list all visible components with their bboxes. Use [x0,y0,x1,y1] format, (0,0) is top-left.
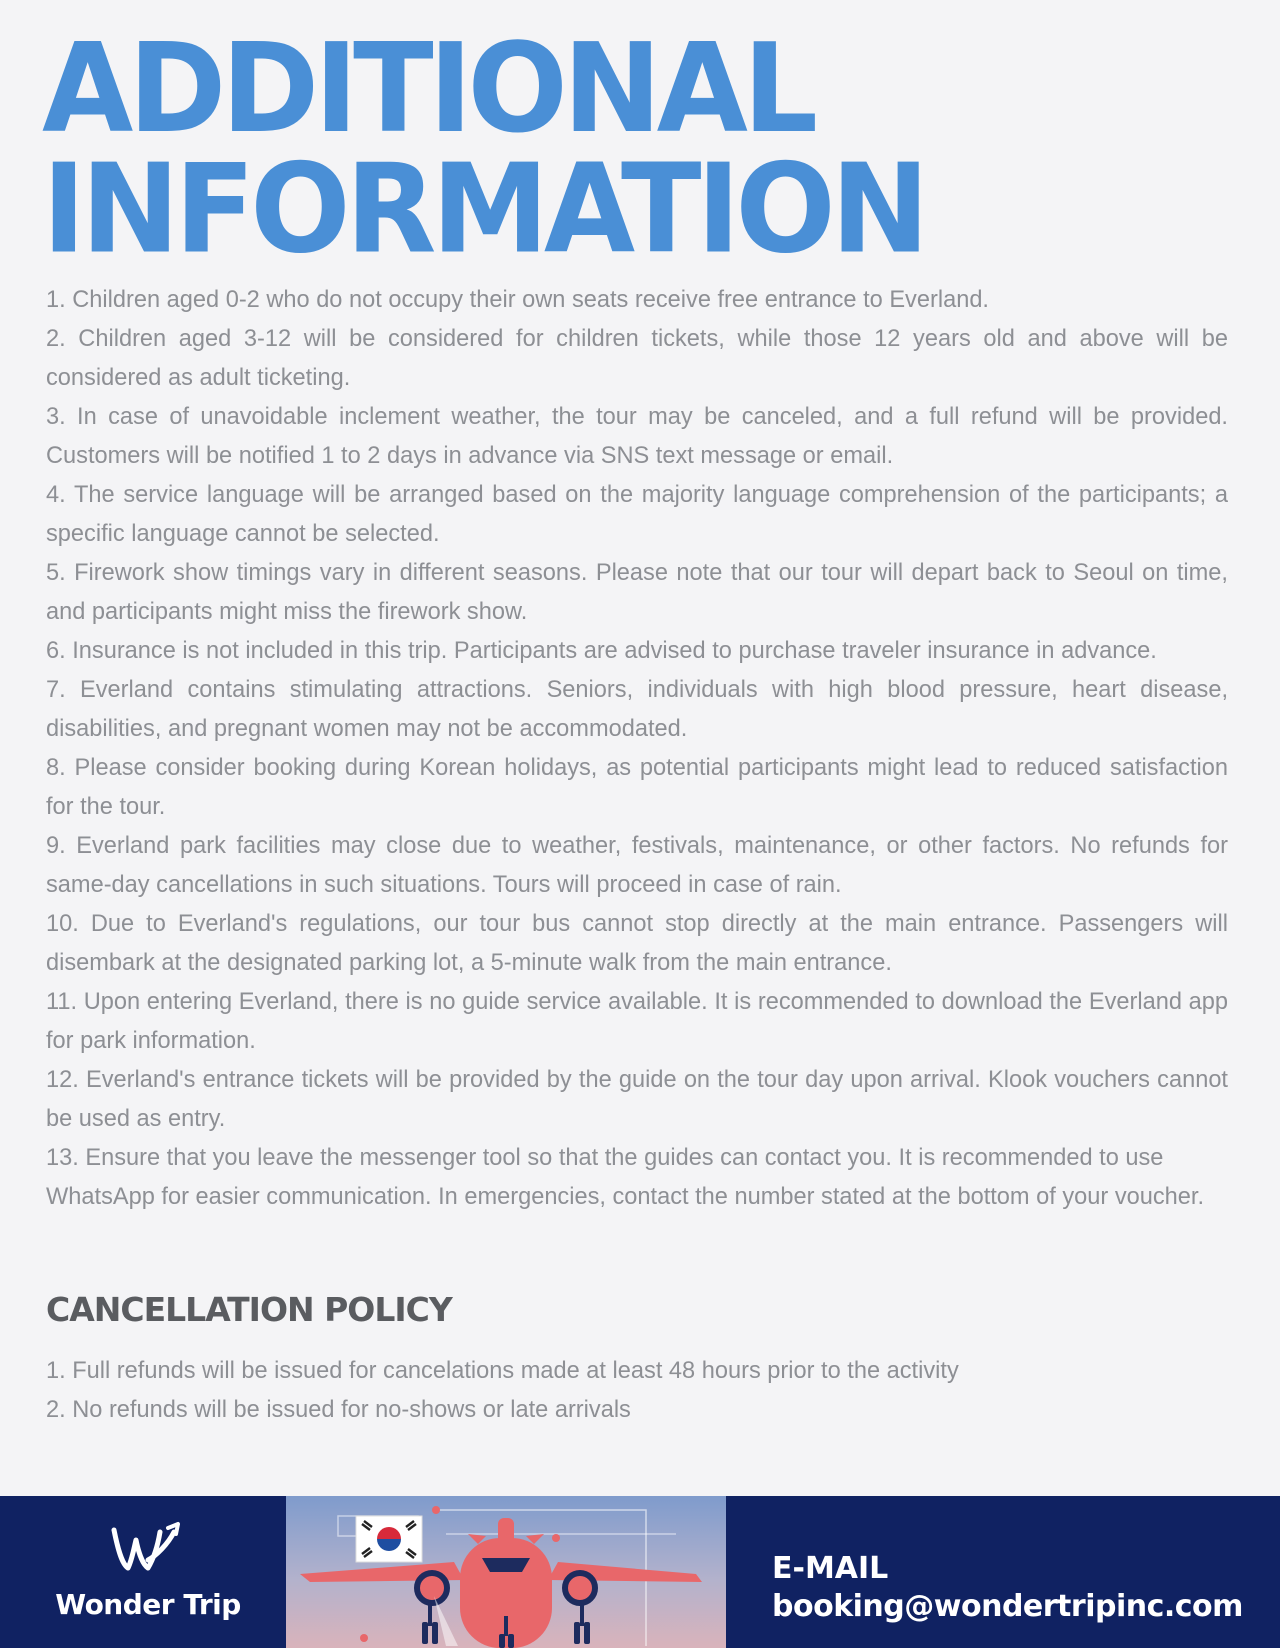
banner-illustration [286,1496,726,1648]
brand-name: Wonder Trip [55,1588,241,1621]
info-item: 5. Firework show timings vary in different seasons. Please note that our tour will depart back to Seoul on time, and participants might miss the firework show. [46,560,1228,625]
cancellation-policy-title: CANCELLATION POLICY [46,1290,452,1329]
policy-item: 2. No refunds will be issued for no-shows or late arrivals [46,1397,631,1423]
travel-banner [286,1496,726,1648]
info-item: 12. Everland's entrance tickets will be provided by the guide on the tour day upon arrival. Klook vouchers cannot be used as entry. [46,1067,1228,1132]
info-item: 11. Upon entering Everland, there is no guide service available. It is recommended to download the Everland app for park information. [46,989,1228,1054]
dot-icon [432,1506,440,1514]
dot-icon [552,1534,560,1542]
cancellation-policy-list [46,1352,1228,1430]
info-item: 9. Everland park facilities may close due to weather, festivals, maintenance, or other factors. No refunds for same-day cancellations in such situations. Tours will proceed in case of rain. [46,833,1228,898]
email-link[interactable]: booking@wondertripinc.com [772,1589,1243,1624]
info-item: 4. The service language will be arranged based on the majority language comprehension of the participants; a specific language cannot be selected. [46,482,1228,547]
korea-flag-icon [356,1516,422,1562]
brand-logo[interactable] [48,1520,248,1640]
info-item: 1. Children aged 0-2 who do not occupy their own seats receive free entrance to Everland. [46,287,989,313]
info-item: 6. Insurance is not included in this trip. Participants are advised to purchase traveler insurance in advance. [46,638,1157,664]
policy-item: 1. Full refunds will be issued for cancelations made at least 48 hours prior to the activity [46,1358,959,1384]
dot-icon [360,1634,368,1642]
contact-info [772,1550,1243,1626]
info-item: 2. Children aged 3-12 will be considered for children tickets, while those 12 years old and above will be considered as adult ticketing. [46,326,1228,391]
additional-info-list [46,281,1228,1217]
info-item: 8. Please consider booking during Korean holidays, as potential participants might lead to reduced satisfaction for the tour. [46,755,1228,820]
info-item: 3. In case of unavoidable inclement weather, the tour may be canceled, and a full refund will be provided. Customers will be notified 1 to 2 days in advance via SNS text message or email. [46,404,1228,469]
info-item: 7. Everland contains stimulating attractions. Seniors, individuals with high blood pressure, heart disease, disabilities, and pregnant women may not be accommodated. [46,677,1228,742]
wonder-trip-logo-icon [108,1520,188,1576]
email-label: E-MAIL [772,1551,889,1586]
info-item: 13. Ensure that you leave the messenger tool so that the guides can contact you. It is recommended to use WhatsApp for easier communication. In emergencies, contact the number stated at the bottom of your voucher. [46,1145,1205,1210]
title-line-1: ADDITIONAL [42,16,814,161]
page-title [42,16,925,281]
title-line-2: INFORMATION [42,137,925,281]
footer [0,1496,1280,1648]
info-item: 10. Due to Everland's regulations, our tour bus cannot stop directly at the main entrance. Passengers will disembark at the designated parking lot, a 5-minute walk from the main entrance. [46,911,1228,976]
